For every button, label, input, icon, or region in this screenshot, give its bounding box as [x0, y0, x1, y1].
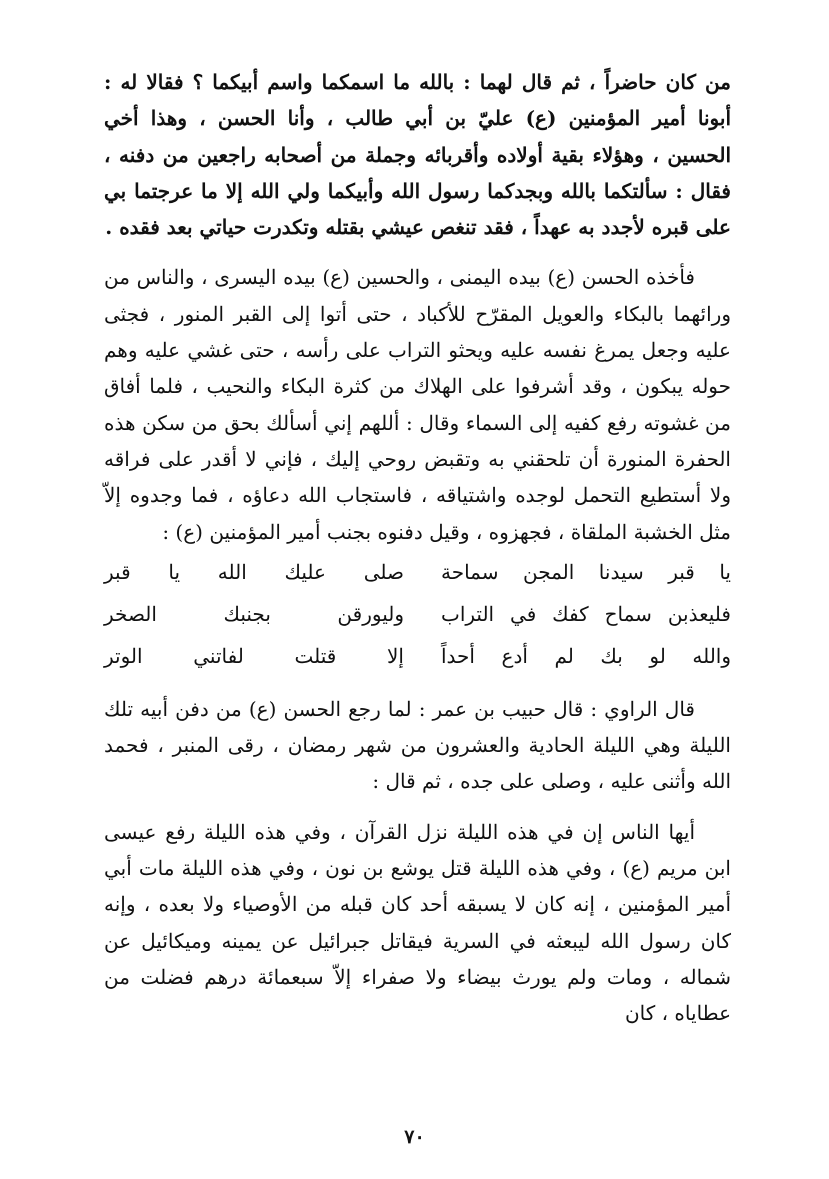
verse-first-hemistich: والله لو بك لم أدع أحداً: [441, 643, 731, 668]
verse-first-hemistich: يا قبر سيدنا المجن سماحة: [441, 559, 731, 584]
verse-first-hemistich: فليعذبن سماح كفك في التراب: [441, 601, 731, 626]
paragraph-4: أيها الناس إن في هذه الليلة نزل القرآن ، وفي هذه الليلة رفع عيسى ابن مريم (ع) ، وفي هذه الليلة قتل يوشع بن نون ، وفي هذه الليلة مات أبي أمير المؤمنين ، إنه كان لا يسبقه أحد كان قبله من الأوصياء ولا بعده ، وإنه كان رسول الله ليبعثه في السرية فيقاتل جبرائيل عن يمينه وميكائيل عن شماله ، ومات ولم يورث بيضاء ولا صفراء إلاّ سبعمائة درهم فضلت من عطاياه ، كان: [104, 819, 731, 1026]
paragraph-3: قال الراوي : قال حبيب بن عمر : لما رجع الحسن (ع) من دفن أبيه تلك الليلة وهي الليلة الحادية والعشرون من شهر رمضان ، رقى المنبر ، فحمد الله وأثنى عليه ، وصلى على جده ، ثم قال :: [104, 696, 731, 794]
verse-second-hemistich: إلا قتلت لفاتني الوتر: [104, 643, 404, 668]
paragraph-2: فأخذه الحسن (ع) بيده اليمنى ، والحسين (ع) بيده اليسرى ، والناس من ورائهما بالبكاء والعويل المقرّح للأكباد ، حتى أتوا إلى القبر المنور ، فجثى عليه وجعل يمرغ نفسه عليه ويحثو التراب على رأسه ، حتى غشي عليه وهم حوله يبكون ، وقد أشرفوا على الهلاك من كثرة البكاء والنحيب ، فلما أفاق من غشوته رفع كفيه إلى السماء وقال : أللهم إني أسألك بحق من سكن هذه الحفرة المنورة أن تلحقني به وتقبض روحي إليك ، فإني لا أقدر على فراقه ولا أستطيع التحمل لوجده واشتياقه ، فاستجاب الله دعاؤه ، فما وجدوه إلاّ مثل الخشبة الملقاة ، فجهزوه ، وقيل دفنوه بجنب أمير المؤمنين (ع) :: [104, 265, 731, 544]
verse-second-hemistich: وليورقن بجنبك الصخر: [104, 601, 404, 626]
poem-verse: [104, 593, 731, 635]
poem-verse: [104, 635, 731, 677]
poem: [104, 551, 731, 677]
page-number: ٧٠: [404, 1126, 425, 1148]
paragraph-1: من كان حاضراً ، ثم قال لهما : بالله ما اسمكما واسم أبيكما ؟ فقالا له : أبونا أمير المؤمنين (ع) عليّ بن أبي طالب ، وأنا الحسن ، وهذا أخي الحسين ، وهؤلاء بقية أولاده وأقربائه وجملة من أصحابه راجعين من دفنه ، فقال : سألتكما بالله وبجدكما رسول الله وأبيكما ولي الله إلا ما عرجتما بي على قبره لأجدد به عهداً ، فقد تنغص عيشي بقتله وتكدرت حياتي بعد فقده .: [104, 70, 731, 240]
poem-verse: [104, 551, 731, 593]
verse-second-hemistich: صلى عليك الله يا قبر: [104, 559, 404, 584]
